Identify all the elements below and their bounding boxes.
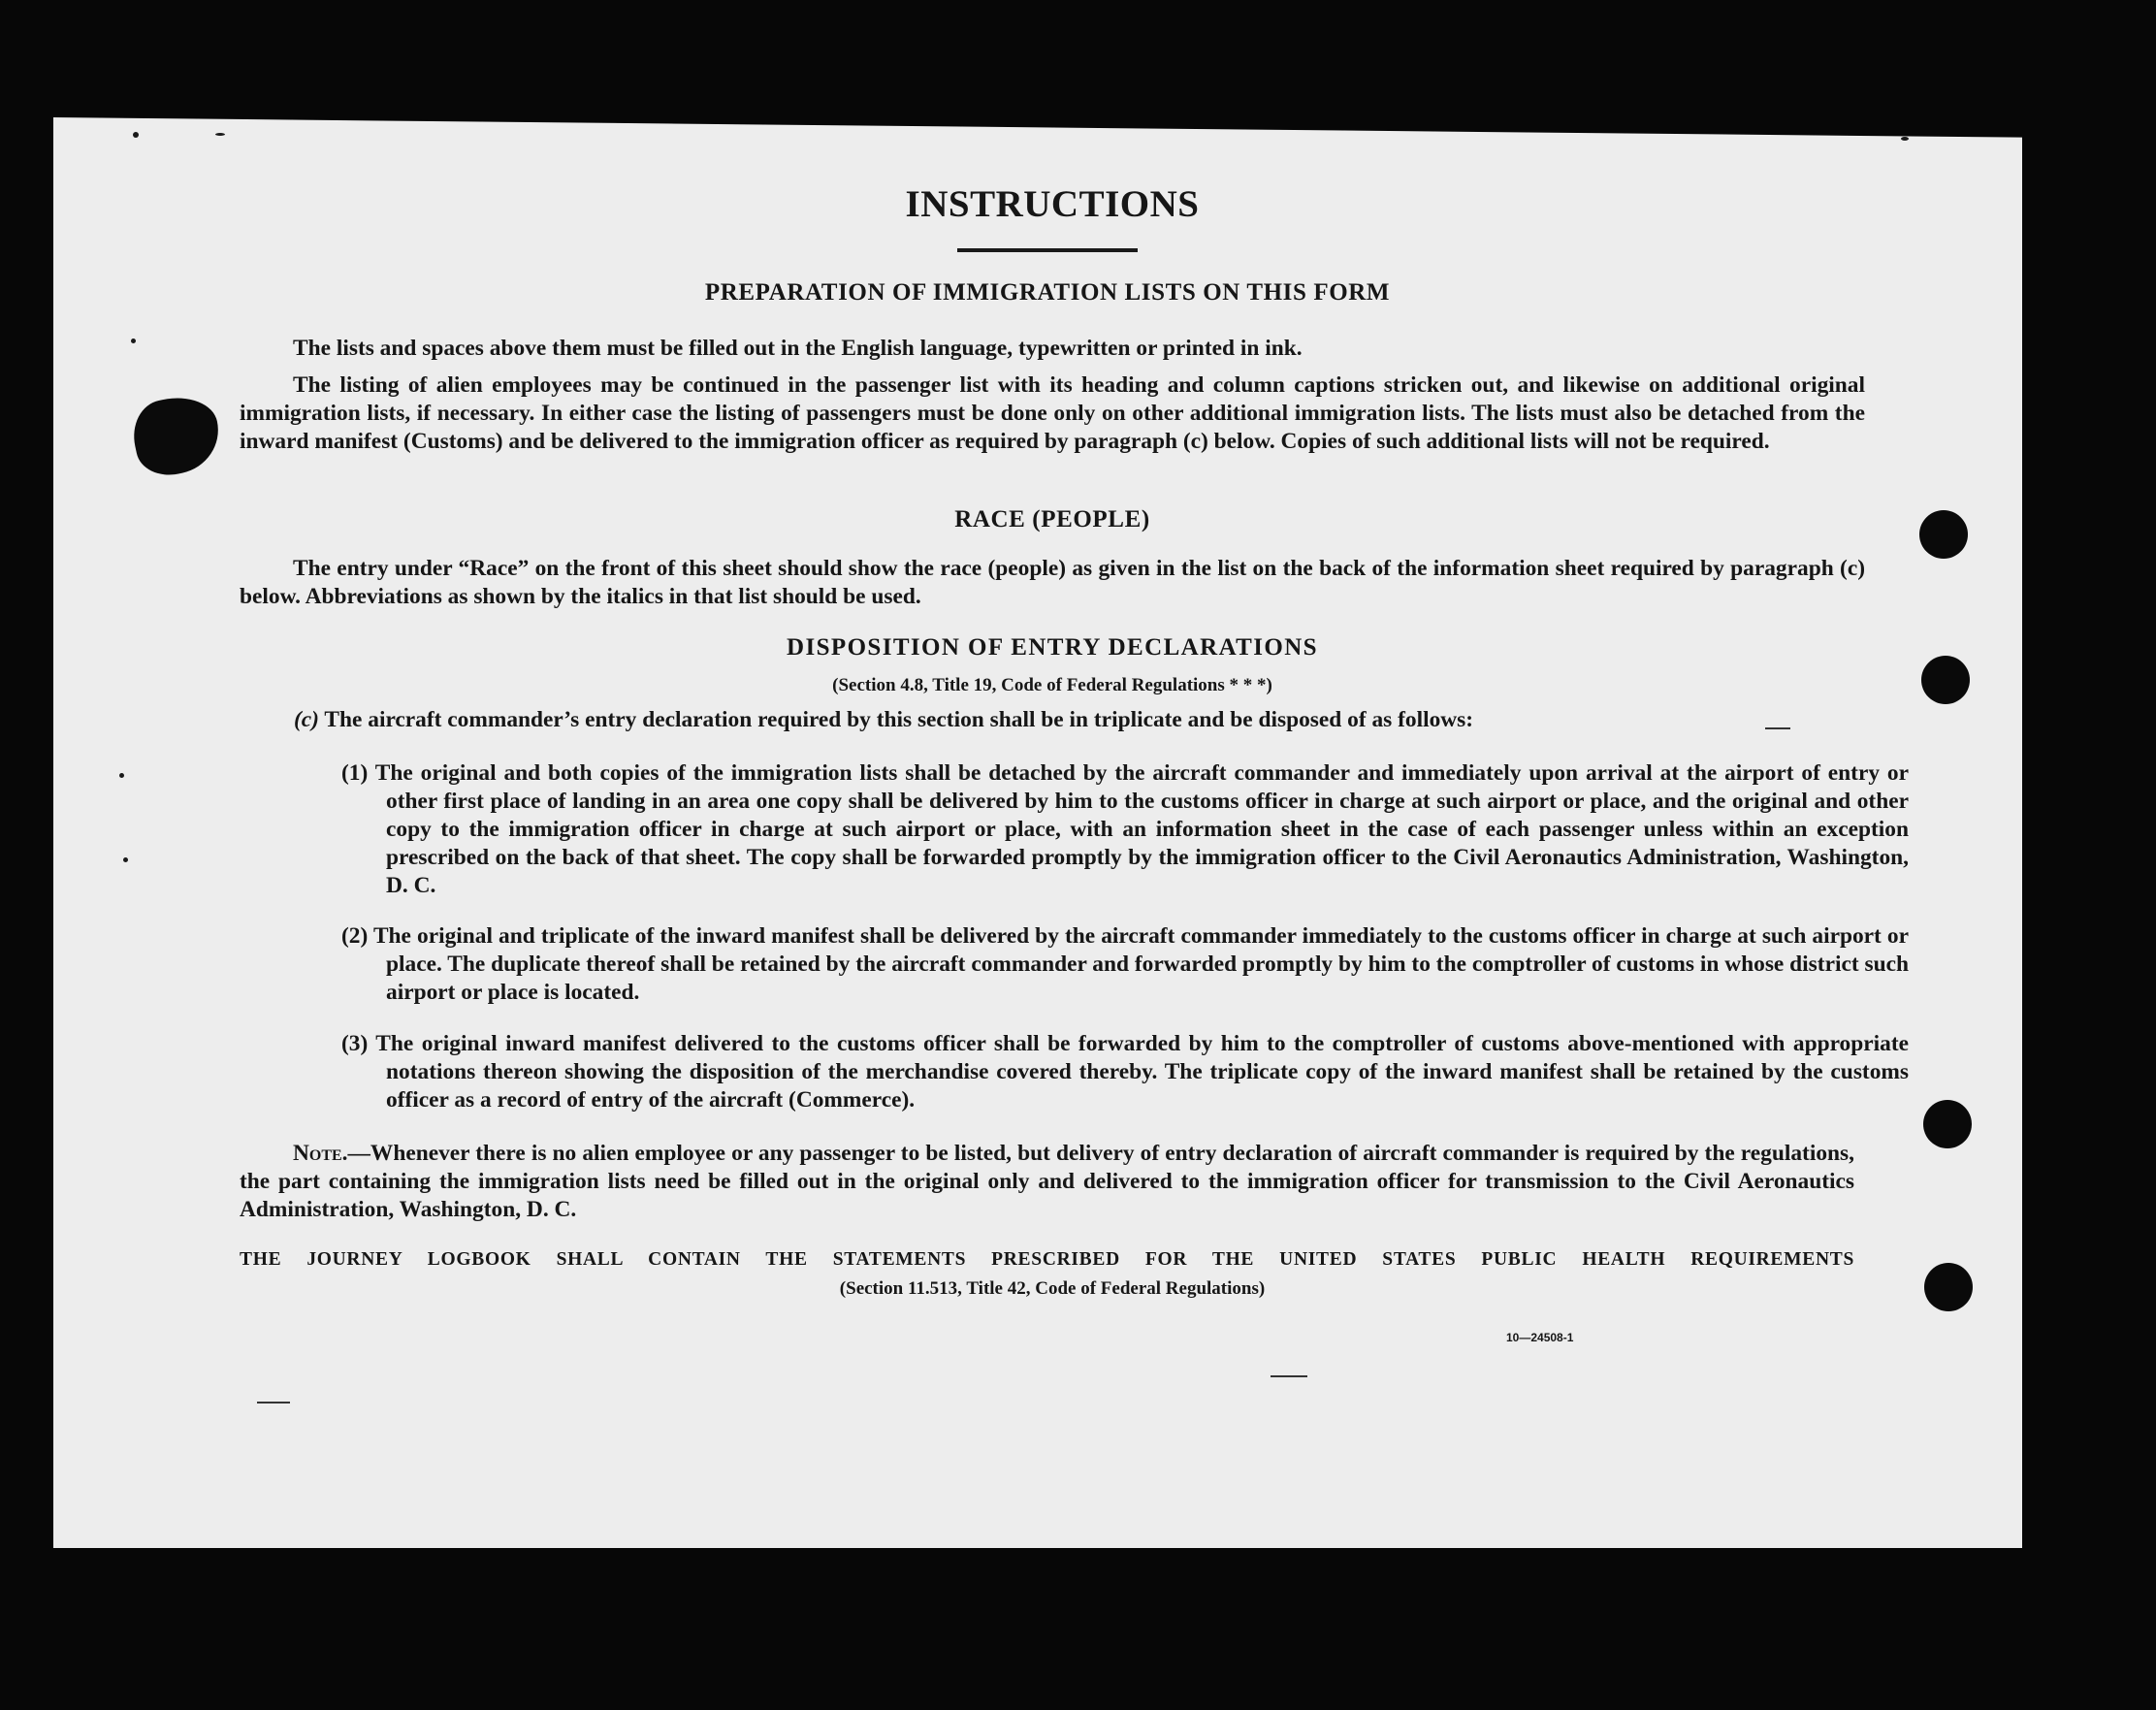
preparation-heading: PREPARATION OF IMMIGRATION LISTS ON THIS FORM <box>704 279 1391 306</box>
note-paragraph <box>240 1140 1854 1224</box>
race-heading: RACE (PEOPLE) <box>954 506 1150 532</box>
health-citation: (Section 11.513, Title 42, Code of Federal Regulations) <box>839 1278 1266 1299</box>
document-title: INSTRUCTIONS <box>905 183 1200 225</box>
preparation-paragraph-1: The lists and spaces above them must be filled out in the English language, typewritten or printed in ink. <box>293 336 1303 361</box>
health-requirements-statement: THE JOURNEY LOGBOOK SHALL CONTAIN THE STATEMENTS PRESCRIBED FOR THE UNITED STATES PUBLIC HEALTH REQUIREMENTS <box>240 1249 1854 1270</box>
disposition-intro <box>294 707 1884 733</box>
item-number: (3) <box>341 1031 369 1056</box>
title-rule <box>957 248 1138 252</box>
race-paragraph: The entry under “Race” on the front of this sheet should show the race (people) as given in the list on the back of the information sheet required by paragraph (c) below. Abbreviations as shown by the italics in that list should be used. <box>240 556 1865 609</box>
item-text: The original and both copies of the immigration lists shall be detached by the aircraft commander and immediately upon arrival at the airport of entry or other first place of landing in an area one copy shall be delivered by him to the customs officer in charge at such airport or place, and the original and other copy to the immigration officer in charge at such airport or place, with an information sheet in the case of each passenger unless within an exception prescribed on the back of that sheet. The copy shall be forwarded promptly by the immigration officer to the Civil Aeronautics Administration, Washington, D. C. <box>374 760 1909 898</box>
note-label: Note. <box>293 1141 348 1166</box>
disposition-citation: (Section 4.8, Title 19, Code of Federal Regulations * * *) <box>832 675 1272 695</box>
item-number: (1) <box>341 760 369 786</box>
disposition-item <box>341 759 1909 900</box>
disposition-item <box>341 922 1909 1007</box>
item-number: (2) <box>341 923 369 949</box>
preparation-paragraph-2: The listing of alien employees may be continued in the passenger list with its heading and column captions stricken out, and likewise on additional original immigration lists, if necessary. In either case the listing of passengers must be done only on other additional immigration lists. The lists must also be detached from the inward manifest (Customs) and be delivered to the immigration officer as required by paragraph (c) below. Copies of such additional lists will not be required. <box>240 372 1865 454</box>
note-text: —Whenever there is no alien employee or any passenger to be listed, but delivery of entry declaration of aircraft commander is required by the regulations, the part containing the immigration lists need be filled out in the original only and delivered to the immigration officer for transmission to the Civil Aeronautics Administration, Washington, D. C. <box>240 1141 1854 1222</box>
disposition-intro-label: (c) <box>294 707 319 732</box>
disposition-item <box>341 1030 1909 1114</box>
item-text: The original inward manifest delivered to the customs officer shall be forwarded by him to the comptroller of customs above-mentioned with appropriate notations thereon showing the disposition of the merchandise covered thereby. The triplicate copy of the inward manifest shall be retained by the customs officer as a record of entry of the aircraft (Commerce). <box>375 1031 1909 1113</box>
disposition-heading: DISPOSITION OF ENTRY DECLARATIONS <box>787 634 1318 661</box>
item-text: The original and triplicate of the inward manifest shall be delivered by the aircraft commander immediately to the customs officer in charge at such airport or place. The duplicate thereof shall be retained by the aircraft commander and forwarded promptly by him to the comptroller of customs in whose district such airport or place is located. <box>372 923 1909 1005</box>
disposition-intro-text: The aircraft commander’s entry declaration required by this section shall be in triplicate and be disposed of as follows: <box>324 707 1474 732</box>
form-number: 10—24508-1 <box>1506 1331 1574 1344</box>
